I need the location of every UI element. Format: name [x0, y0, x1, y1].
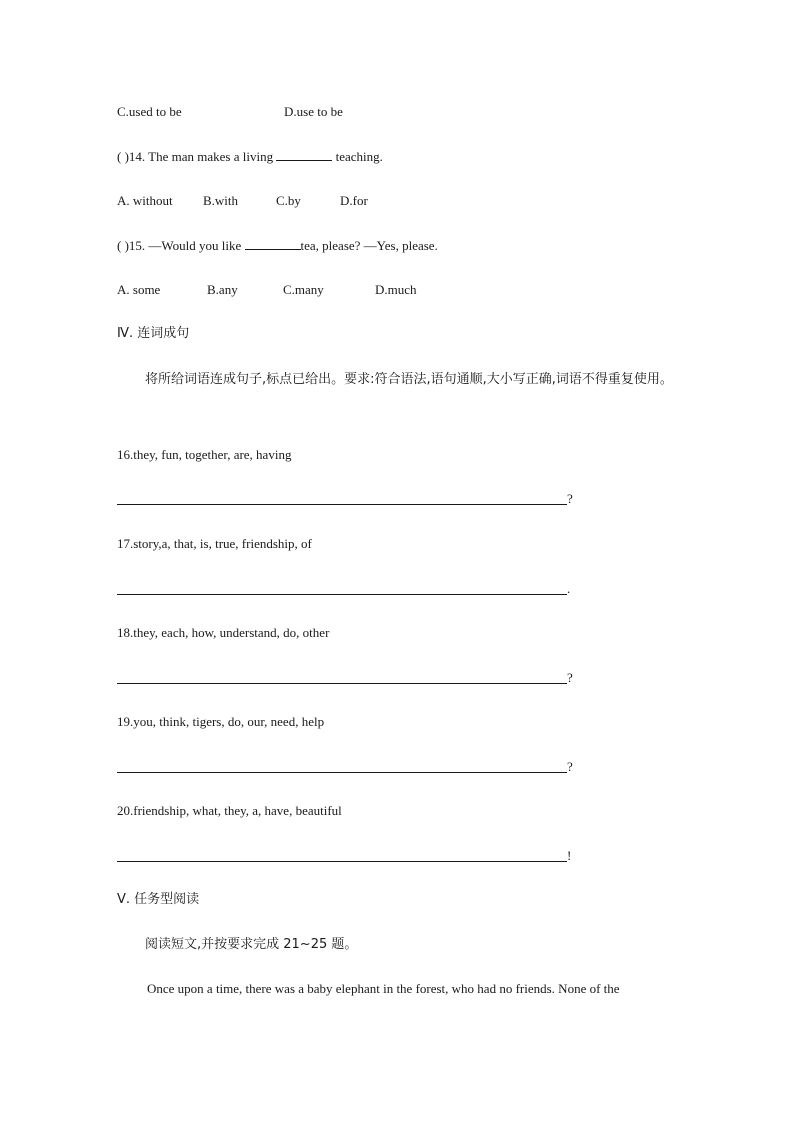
q18-answer-line[interactable] [117, 683, 567, 684]
q20-answer-line[interactable] [117, 861, 567, 862]
section5-instruction: 阅读短文,并按要求完成 21~25 题。 [145, 937, 358, 952]
q14-answer-paren[interactable]: ( ) [117, 149, 129, 164]
q15-option-c: C.many [283, 282, 324, 297]
q14-blank[interactable] [276, 148, 332, 161]
section5-passage: Once upon a time, there was a baby elephant in the forest, who had no friends. None of the [147, 981, 620, 996]
q15-option-b: B.any [207, 282, 238, 297]
q16-prompt: 16.they, fun, together, are, having [117, 447, 292, 462]
q14-stem-after: teaching. [332, 149, 383, 164]
q20-punct: ! [567, 848, 572, 863]
q16-punct: ? [567, 491, 573, 506]
q14-option-c: C.by [276, 193, 301, 208]
q15-stem [117, 237, 438, 254]
section4-instruction: 将所给词语连成句子,标点已给出。要求:符合语法,语句通顺,大小写正确,词语不得重复使用。 [145, 372, 673, 387]
q15-blank[interactable] [245, 237, 301, 250]
q15-stem-after: tea, please? —Yes, please. [300, 238, 438, 253]
q14-option-d: D.for [340, 193, 368, 208]
q16-answer-line[interactable] [117, 504, 567, 505]
q20-prompt: 20.friendship, what, they, a, have, beautiful [117, 803, 342, 818]
q15-stem-before: 15. —Would you like [128, 238, 245, 253]
q13-option-c: C.used to be [117, 104, 182, 119]
q19-prompt: 19.you, think, tigers, do, our, need, help [117, 714, 325, 729]
q18-prompt: 18.they, each, how, understand, do, other [117, 625, 330, 640]
q15-answer-paren[interactable]: ( ) [117, 238, 129, 253]
q19-punct: ? [567, 759, 573, 774]
q13-option-d: D.use to be [284, 104, 343, 119]
section4-heading: Ⅳ. 连词成句 [117, 326, 190, 341]
q18-punct: ? [567, 670, 573, 685]
q17-prompt: 17.story,a, that, is, true, friendship, of [117, 536, 312, 551]
section5-heading: Ⅴ. 任务型阅读 [117, 892, 200, 907]
q15-option-d: D.much [375, 282, 417, 297]
q17-answer-line[interactable] [117, 594, 567, 595]
q14-option-b: B.with [203, 193, 239, 208]
q14-stem-before: 14. The man makes a living [128, 149, 277, 164]
q15-option-a: A. some [117, 282, 161, 297]
q14-option-a: A. without [117, 193, 173, 208]
q17-punct: . [567, 581, 571, 596]
q19-answer-line[interactable] [117, 772, 567, 773]
q14-stem [117, 148, 383, 165]
